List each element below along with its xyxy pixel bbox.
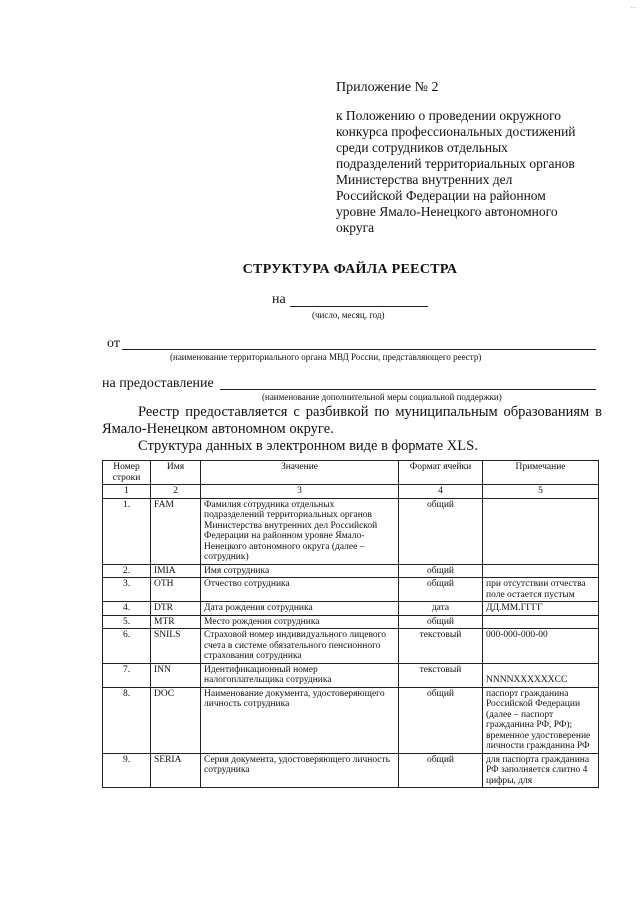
field-format: общий (399, 687, 483, 753)
table-row (103, 687, 599, 753)
table-row (103, 578, 599, 602)
paragraph-structure (102, 438, 602, 455)
field-format: дата (399, 602, 483, 616)
field-note: при отсутствии отчества поле остается пустым (483, 578, 599, 602)
row-number: 7. (103, 663, 151, 687)
table-row (103, 615, 599, 629)
paragraph-registry (102, 404, 602, 438)
field-note (483, 615, 599, 629)
appendix-line: уровне Ямало-Ненецкого автономного (336, 204, 558, 219)
field-format: общий (399, 564, 483, 578)
appendix-line: Министерства внутренних дел (336, 172, 513, 187)
field-value: Наименование документа, удостоверяющего личность сотрудника (201, 687, 399, 753)
field-note: 000-000-000-00 (483, 629, 599, 664)
row-number: 4. (103, 602, 151, 616)
field-format: общий (399, 578, 483, 602)
header-cell: Значение (201, 461, 399, 485)
appendix-line: округа (336, 220, 375, 235)
paragraph-structure-text: Структура данных в электронном виде в формате XLS. (138, 438, 478, 454)
appendix-line: Российской Федерации на районном (336, 188, 546, 203)
field-value: Дата рождения сотрудника (201, 602, 399, 616)
field-name: IMIA (151, 564, 201, 578)
document-title: СТРУКТУРА ФАЙЛА РЕЕСТРА (242, 262, 458, 277)
field-name: DOC (151, 687, 201, 753)
header-cell: Формат ячейки (399, 461, 483, 485)
appendix-body (336, 108, 626, 236)
date-hint: (число, месяц, год) (312, 310, 385, 320)
registry-structure-table (102, 460, 599, 788)
date-label: на (272, 292, 286, 307)
field-name: SERIA (151, 753, 201, 788)
field-note (483, 564, 599, 578)
from-field-line (122, 349, 596, 350)
table-row (103, 498, 599, 564)
from-label: от (107, 336, 120, 351)
field-name: DTR (151, 602, 201, 616)
row-number: 9. (103, 753, 151, 788)
field-value: Идентификационный номер налогоплательщика сотрудника (201, 663, 399, 687)
field-format: общий (399, 615, 483, 629)
field-name: SNILS (151, 629, 201, 664)
column-number-cell: 1 (103, 485, 151, 499)
appendix-line: подразделений территориальных органов (336, 156, 575, 171)
field-note: NNNNXXXXXXCC (483, 663, 599, 687)
scan-mark: ... (630, 2, 636, 10)
column-number-cell: 5 (483, 485, 599, 499)
field-value: Отчество сотрудника (201, 578, 399, 602)
table-column-number-row (103, 485, 599, 499)
field-note: для паспорта гражданина РФ заполняется слитно 4 цифры, для (483, 753, 599, 788)
column-number-cell: 2 (151, 485, 201, 499)
row-number: 5. (103, 615, 151, 629)
provision-field-line (220, 389, 596, 390)
appendix-title: Приложение № 2 (336, 80, 439, 95)
header-cell: Имя (151, 461, 201, 485)
appendix-line: среди сотрудников отдельных (336, 140, 508, 155)
table-row (103, 564, 599, 578)
table-row (103, 663, 599, 687)
field-name: OTH (151, 578, 201, 602)
appendix-line: конкурса профессиональных достижений (336, 124, 576, 139)
field-value: Страховой номер индивидуального лицевого счета в системе обязательного пенсионного страхования сотрудника (201, 629, 399, 664)
field-value: Имя сотрудника (201, 564, 399, 578)
table-row (103, 602, 599, 616)
field-note: паспорт гражданина Российской Федерации (далее – паспорт гражданина РФ, РФ); временное удостоверение личности гражданина РФ (483, 687, 599, 753)
row-number: 6. (103, 629, 151, 664)
field-note (483, 498, 599, 564)
field-name: FAM (151, 498, 201, 564)
row-number: 2. (103, 564, 151, 578)
row-number: 3. (103, 578, 151, 602)
field-value: Серия документа, удостоверяющего личность сотрудника (201, 753, 399, 788)
header-cell: Номер строки (103, 461, 151, 485)
field-format: текстовый (399, 629, 483, 664)
field-note: ДД.ММ.ГГГГ (483, 602, 599, 616)
provision-hint: (наименование дополнительной меры социальной поддержки) (262, 392, 502, 402)
field-name: INN (151, 663, 201, 687)
table-row (103, 629, 599, 664)
column-number-cell: 3 (201, 485, 399, 499)
field-name: MTR (151, 615, 201, 629)
field-format: общий (399, 498, 483, 564)
paragraph-registry-text: Реестр предоставляется с разбивкой по муниципальным образованиям в Ямало-Ненецком автономном округе. (102, 404, 602, 437)
field-value: Фамилия сотрудника отдельных подразделений территориальных органов Министерства внутренних дел Российской Федерации на районном уровне Ямало-Ненецкого автономного округа (далее – сотрудник) (201, 498, 399, 564)
date-field-line (290, 306, 428, 307)
row-number: 1. (103, 498, 151, 564)
header-cell: Примечание (483, 461, 599, 485)
field-format: общий (399, 753, 483, 788)
field-value: Место рождения сотрудника (201, 615, 399, 629)
appendix-line: к Положению о проведении окружного (336, 108, 562, 123)
row-number: 8. (103, 687, 151, 753)
table-header-row (103, 461, 599, 485)
field-format: текстовый (399, 663, 483, 687)
from-hint: (наименование территориального органа МВД России, представляющего реестр) (170, 352, 482, 362)
provision-label: на предоставление (102, 376, 214, 391)
table-row (103, 753, 599, 788)
column-number-cell: 4 (399, 485, 483, 499)
